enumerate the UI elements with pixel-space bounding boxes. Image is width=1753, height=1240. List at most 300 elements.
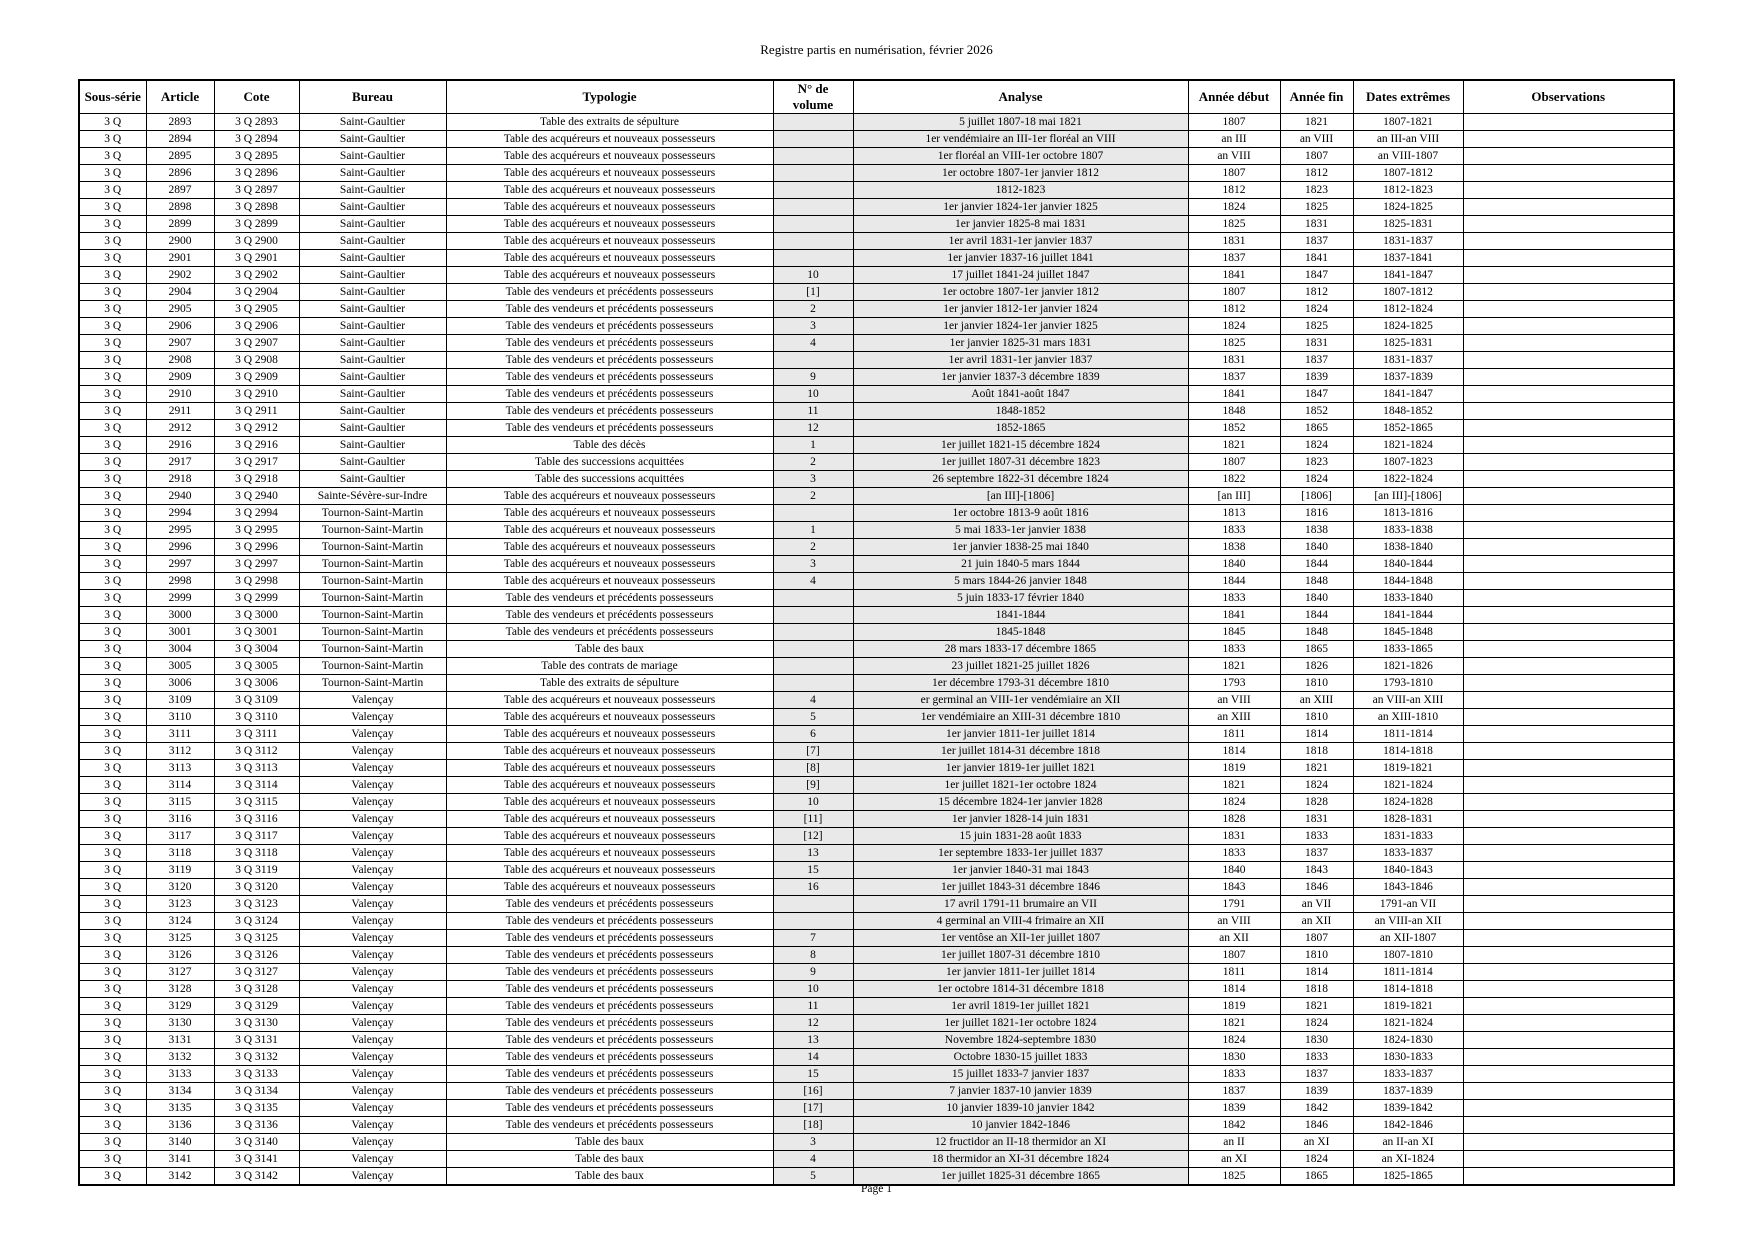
cell-dates_extremes: 1814-1818 <box>1353 981 1463 998</box>
cell-volume: 10 <box>773 267 853 284</box>
cell-volume <box>773 165 853 182</box>
cell-article: 3110 <box>146 709 214 726</box>
cell-bureau: Saint-Gaultier <box>299 437 446 454</box>
cell-typologie: Table des vendeurs et précédents possesseurs <box>446 947 773 964</box>
cell-typologie: Table des baux <box>446 1151 773 1168</box>
cell-cote: 3 Q 3116 <box>214 811 299 828</box>
cell-analyse: 15 décembre 1824-1er janvier 1828 <box>853 794 1188 811</box>
cell-annee_debut: 1791 <box>1188 896 1280 913</box>
cell-annee_fin: 1824 <box>1280 301 1353 318</box>
cell-dates_extremes: 1841-1847 <box>1353 267 1463 284</box>
cell-cote: 3 Q 2893 <box>214 114 299 131</box>
col-header-cote: Cote <box>214 80 299 114</box>
cell-analyse: 1er avril 1831-1er janvier 1837 <box>853 352 1188 369</box>
cell-cote: 3 Q 2904 <box>214 284 299 301</box>
cell-bureau: Saint-Gaultier <box>299 318 446 335</box>
table-row <box>79 658 1674 675</box>
cell-sous_serie: 3 Q <box>79 692 146 709</box>
cell-observations <box>1463 335 1674 352</box>
cell-analyse: 1er janvier 1837-16 juillet 1841 <box>853 250 1188 267</box>
cell-bureau: Valençay <box>299 1015 446 1032</box>
cell-annee_fin: 1824 <box>1280 1015 1353 1032</box>
cell-bureau: Valençay <box>299 1117 446 1134</box>
cell-article: 3112 <box>146 743 214 760</box>
cell-article: 3125 <box>146 930 214 947</box>
table-row <box>79 505 1674 522</box>
cell-volume: 3 <box>773 556 853 573</box>
cell-dates_extremes: an XII-1807 <box>1353 930 1463 947</box>
cell-typologie: Table des vendeurs et précédents possesseurs <box>446 624 773 641</box>
cell-cote: 3 Q 3118 <box>214 845 299 862</box>
cell-article: 3132 <box>146 1049 214 1066</box>
cell-bureau: Saint-Gaultier <box>299 301 446 318</box>
cell-cote: 3 Q 3134 <box>214 1083 299 1100</box>
cell-observations <box>1463 216 1674 233</box>
cell-dates_extremes: 1824-1825 <box>1353 199 1463 216</box>
cell-sous_serie: 3 Q <box>79 437 146 454</box>
cell-article: 2912 <box>146 420 214 437</box>
cell-cote: 3 Q 3128 <box>214 981 299 998</box>
cell-sous_serie: 3 Q <box>79 743 146 760</box>
cell-dates_extremes: 1838-1840 <box>1353 539 1463 556</box>
cell-dates_extremes: 1844-1848 <box>1353 573 1463 590</box>
cell-article: 2909 <box>146 369 214 386</box>
cell-analyse: 1er ventôse an XII-1er juillet 1807 <box>853 930 1188 947</box>
cell-observations <box>1463 1100 1674 1117</box>
cell-bureau: Valençay <box>299 998 446 1015</box>
cell-bureau: Valençay <box>299 1066 446 1083</box>
cell-dates_extremes: 1821-1826 <box>1353 658 1463 675</box>
cell-analyse: 1er vendémiaire an XIII-31 décembre 1810 <box>853 709 1188 726</box>
cell-annee_debut: an III <box>1188 131 1280 148</box>
cell-sous_serie: 3 Q <box>79 556 146 573</box>
cell-volume: 3 <box>773 318 853 335</box>
cell-typologie: Table des acquéreurs et nouveaux possesseurs <box>446 165 773 182</box>
cell-volume <box>773 590 853 607</box>
cell-annee_fin: 1825 <box>1280 199 1353 216</box>
cell-annee_fin: 1812 <box>1280 165 1353 182</box>
cell-article: 3109 <box>146 692 214 709</box>
cell-bureau: Valençay <box>299 981 446 998</box>
cell-dates_extremes: 1839-1842 <box>1353 1100 1463 1117</box>
cell-typologie: Table des acquéreurs et nouveaux possesseurs <box>446 794 773 811</box>
table-row <box>79 1151 1674 1168</box>
cell-annee_fin: 1826 <box>1280 658 1353 675</box>
cell-cote: 3 Q 3141 <box>214 1151 299 1168</box>
cell-observations <box>1463 199 1674 216</box>
cell-article: 2894 <box>146 131 214 148</box>
cell-observations <box>1463 845 1674 862</box>
cell-volume <box>773 658 853 675</box>
cell-cote: 3 Q 2896 <box>214 165 299 182</box>
cell-analyse: 5 juillet 1807-18 mai 1821 <box>853 114 1188 131</box>
table-body <box>79 114 1674 1186</box>
table-row <box>79 539 1674 556</box>
document-title: Registre partis en numérisation, février 2026 <box>760 42 993 57</box>
cell-article: 2902 <box>146 267 214 284</box>
cell-observations <box>1463 794 1674 811</box>
cell-bureau: Saint-Gaultier <box>299 420 446 437</box>
cell-typologie: Table des acquéreurs et nouveaux possesseurs <box>446 216 773 233</box>
cell-bureau: Tournon-Saint-Martin <box>299 624 446 641</box>
cell-bureau: Tournon-Saint-Martin <box>299 573 446 590</box>
cell-bureau: Tournon-Saint-Martin <box>299 641 446 658</box>
cell-analyse: 1er juillet 1821-15 décembre 1824 <box>853 437 1188 454</box>
cell-annee_fin: 1852 <box>1280 403 1353 420</box>
cell-annee_debut: 1814 <box>1188 743 1280 760</box>
cell-analyse: 17 juillet 1841-24 juillet 1847 <box>853 267 1188 284</box>
table-row <box>79 828 1674 845</box>
table-row <box>79 114 1674 131</box>
table-row <box>79 862 1674 879</box>
cell-annee_fin: an VIII <box>1280 131 1353 148</box>
table-row <box>79 471 1674 488</box>
cell-sous_serie: 3 Q <box>79 420 146 437</box>
cell-annee_fin: 1810 <box>1280 947 1353 964</box>
cell-annee_fin: 1828 <box>1280 794 1353 811</box>
cell-annee_debut: 1813 <box>1188 505 1280 522</box>
cell-annee_fin: 1821 <box>1280 760 1353 777</box>
cell-observations <box>1463 114 1674 131</box>
cell-cote: 3 Q 2995 <box>214 522 299 539</box>
cell-cote: 3 Q 2906 <box>214 318 299 335</box>
cell-observations <box>1463 1049 1674 1066</box>
cell-analyse: 21 juin 1840-5 mars 1844 <box>853 556 1188 573</box>
cell-article: 2917 <box>146 454 214 471</box>
table-row <box>79 624 1674 641</box>
cell-observations <box>1463 896 1674 913</box>
cell-article: 2908 <box>146 352 214 369</box>
cell-cote: 3 Q 2999 <box>214 590 299 607</box>
cell-dates_extremes: 1822-1824 <box>1353 471 1463 488</box>
header-row <box>79 80 1674 114</box>
cell-sous_serie: 3 Q <box>79 947 146 964</box>
cell-volume: 2 <box>773 539 853 556</box>
cell-observations <box>1463 709 1674 726</box>
cell-annee_debut: 1831 <box>1188 828 1280 845</box>
cell-dates_extremes: 1811-1814 <box>1353 964 1463 981</box>
cell-annee_debut: 1824 <box>1188 318 1280 335</box>
cell-bureau: Saint-Gaultier <box>299 233 446 250</box>
cell-analyse: 17 avril 1791-11 brumaire an VII <box>853 896 1188 913</box>
cell-sous_serie: 3 Q <box>79 403 146 420</box>
cell-analyse: 1er janvier 1824-1er janvier 1825 <box>853 199 1188 216</box>
cell-dates_extremes: 1833-1837 <box>1353 1066 1463 1083</box>
cell-sous_serie: 3 Q <box>79 726 146 743</box>
cell-annee_debut: an VIII <box>1188 148 1280 165</box>
cell-volume: 3 <box>773 1134 853 1151</box>
table-row <box>79 233 1674 250</box>
cell-observations <box>1463 1032 1674 1049</box>
cell-cote: 3 Q 2894 <box>214 131 299 148</box>
cell-annee_debut: 1837 <box>1188 369 1280 386</box>
cell-bureau: Valençay <box>299 794 446 811</box>
cell-bureau: Tournon-Saint-Martin <box>299 607 446 624</box>
table-row <box>79 488 1674 505</box>
cell-annee_fin: 1814 <box>1280 964 1353 981</box>
table-row <box>79 437 1674 454</box>
cell-typologie: Table des acquéreurs et nouveaux possesseurs <box>446 488 773 505</box>
cell-article: 3118 <box>146 845 214 862</box>
table-row <box>79 267 1674 284</box>
cell-sous_serie: 3 Q <box>79 998 146 1015</box>
cell-annee_fin: 1842 <box>1280 1100 1353 1117</box>
cell-cote: 3 Q 3113 <box>214 760 299 777</box>
cell-dates_extremes: an VIII-1807 <box>1353 148 1463 165</box>
cell-typologie: Table des vendeurs et précédents possesseurs <box>446 352 773 369</box>
cell-observations <box>1463 250 1674 267</box>
cell-volume: [11] <box>773 811 853 828</box>
cell-article: 2995 <box>146 522 214 539</box>
cell-annee_fin: 1848 <box>1280 624 1353 641</box>
cell-analyse: 1848-1852 <box>853 403 1188 420</box>
cell-analyse: 1er janvier 1811-1er juillet 1814 <box>853 726 1188 743</box>
cell-analyse: Août 1841-août 1847 <box>853 386 1188 403</box>
cell-annee_debut: 1825 <box>1188 216 1280 233</box>
cell-volume <box>773 182 853 199</box>
cell-article: 2906 <box>146 318 214 335</box>
cell-sous_serie: 3 Q <box>79 1100 146 1117</box>
cell-analyse: Octobre 1830-15 juillet 1833 <box>853 1049 1188 1066</box>
cell-typologie: Table des acquéreurs et nouveaux possesseurs <box>446 845 773 862</box>
cell-bureau: Tournon-Saint-Martin <box>299 505 446 522</box>
cell-annee_debut: 1807 <box>1188 114 1280 131</box>
cell-typologie: Table des acquéreurs et nouveaux possesseurs <box>446 505 773 522</box>
cell-annee_fin: 1814 <box>1280 726 1353 743</box>
cell-bureau: Saint-Gaultier <box>299 114 446 131</box>
cell-analyse: 23 juillet 1821-25 juillet 1826 <box>853 658 1188 675</box>
cell-cote: 3 Q 3005 <box>214 658 299 675</box>
cell-typologie: Table des successions acquittées <box>446 454 773 471</box>
register-table <box>78 79 1675 1186</box>
cell-volume <box>773 607 853 624</box>
cell-bureau: Valençay <box>299 777 446 794</box>
cell-observations <box>1463 267 1674 284</box>
cell-article: 2895 <box>146 148 214 165</box>
cell-analyse: 1er décembre 1793-31 décembre 1810 <box>853 675 1188 692</box>
cell-typologie: Table des vendeurs et précédents possesseurs <box>446 1049 773 1066</box>
cell-typologie: Table des vendeurs et précédents possesseurs <box>446 1100 773 1117</box>
cell-annee_fin: 1831 <box>1280 335 1353 352</box>
col-header-article: Article <box>146 80 214 114</box>
cell-bureau: Valençay <box>299 1168 446 1186</box>
cell-observations <box>1463 488 1674 505</box>
cell-cote: 3 Q 3142 <box>214 1168 299 1186</box>
cell-annee_debut: an XIII <box>1188 709 1280 726</box>
cell-annee_debut: 1842 <box>1188 1117 1280 1134</box>
cell-sous_serie: 3 Q <box>79 267 146 284</box>
table-row <box>79 131 1674 148</box>
cell-analyse: 15 juin 1831-28 août 1833 <box>853 828 1188 845</box>
cell-analyse: 26 septembre 1822-31 décembre 1824 <box>853 471 1188 488</box>
cell-annee_fin: 1823 <box>1280 454 1353 471</box>
cell-observations <box>1463 233 1674 250</box>
cell-annee_fin: 1831 <box>1280 216 1353 233</box>
cell-dates_extremes: an VIII-an XII <box>1353 913 1463 930</box>
cell-article: 3115 <box>146 794 214 811</box>
cell-volume <box>773 352 853 369</box>
cell-article: 2900 <box>146 233 214 250</box>
cell-article: 3128 <box>146 981 214 998</box>
table-row <box>79 1049 1674 1066</box>
cell-annee_debut: 1807 <box>1188 947 1280 964</box>
col-header-annee-fin: Année fin <box>1280 80 1353 114</box>
table-row <box>79 1100 1674 1117</box>
cell-annee_debut: 1807 <box>1188 284 1280 301</box>
cell-analyse: 7 janvier 1837-10 janvier 1839 <box>853 1083 1188 1100</box>
cell-typologie: Table des acquéreurs et nouveaux possesseurs <box>446 199 773 216</box>
cell-observations <box>1463 131 1674 148</box>
table-row <box>79 675 1674 692</box>
cell-annee_fin: 1865 <box>1280 641 1353 658</box>
cell-annee_debut: 1822 <box>1188 471 1280 488</box>
cell-annee_debut: 1833 <box>1188 522 1280 539</box>
cell-typologie: Table des vendeurs et précédents possesseurs <box>446 318 773 335</box>
table-row <box>79 199 1674 216</box>
cell-annee_fin: 1847 <box>1280 267 1353 284</box>
cell-sous_serie: 3 Q <box>79 896 146 913</box>
cell-dates_extremes: 1821-1824 <box>1353 777 1463 794</box>
cell-sous_serie: 3 Q <box>79 658 146 675</box>
cell-sous_serie: 3 Q <box>79 1117 146 1134</box>
cell-dates_extremes: 1825-1865 <box>1353 1168 1463 1186</box>
cell-annee_debut: 1807 <box>1188 165 1280 182</box>
cell-typologie: Table des acquéreurs et nouveaux possesseurs <box>446 709 773 726</box>
cell-article: 2910 <box>146 386 214 403</box>
cell-observations <box>1463 539 1674 556</box>
cell-bureau: Sainte-Sévère-sur-Indre <box>299 488 446 505</box>
cell-article: 2911 <box>146 403 214 420</box>
table-row <box>79 1134 1674 1151</box>
cell-annee_debut: 1837 <box>1188 250 1280 267</box>
cell-bureau: Saint-Gaultier <box>299 131 446 148</box>
cell-sous_serie: 3 Q <box>79 607 146 624</box>
cell-typologie: Table des vendeurs et précédents possesseurs <box>446 590 773 607</box>
cell-cote: 3 Q 3111 <box>214 726 299 743</box>
cell-cote: 3 Q 3110 <box>214 709 299 726</box>
cell-sous_serie: 3 Q <box>79 1083 146 1100</box>
cell-annee_debut: 1840 <box>1188 556 1280 573</box>
cell-article: 2899 <box>146 216 214 233</box>
cell-observations <box>1463 675 1674 692</box>
cell-dates_extremes: 1811-1814 <box>1353 726 1463 743</box>
cell-annee_fin: 1847 <box>1280 386 1353 403</box>
cell-sous_serie: 3 Q <box>79 862 146 879</box>
cell-observations <box>1463 607 1674 624</box>
cell-article: 3005 <box>146 658 214 675</box>
cell-sous_serie: 3 Q <box>79 777 146 794</box>
table-row <box>79 743 1674 760</box>
cell-sous_serie: 3 Q <box>79 301 146 318</box>
cell-annee_debut: 1824 <box>1188 199 1280 216</box>
cell-volume: 5 <box>773 1168 853 1186</box>
cell-bureau: Saint-Gaultier <box>299 471 446 488</box>
cell-article: 2904 <box>146 284 214 301</box>
cell-analyse: 1er juillet 1814-31 décembre 1818 <box>853 743 1188 760</box>
cell-dates_extremes: 1831-1833 <box>1353 828 1463 845</box>
cell-sous_serie: 3 Q <box>79 182 146 199</box>
cell-analyse: 1er vendémiaire an III-1er floréal an VIII <box>853 131 1188 148</box>
cell-observations <box>1463 1117 1674 1134</box>
cell-typologie: Table des acquéreurs et nouveaux possesseurs <box>446 862 773 879</box>
cell-article: 3136 <box>146 1117 214 1134</box>
cell-dates_extremes: 1812-1824 <box>1353 301 1463 318</box>
cell-typologie: Table des vendeurs et précédents possesseurs <box>446 964 773 981</box>
cell-typologie: Table des vendeurs et précédents possesseurs <box>446 420 773 437</box>
cell-annee_fin: 1833 <box>1280 1049 1353 1066</box>
cell-typologie: Table des acquéreurs et nouveaux possesseurs <box>446 777 773 794</box>
cell-observations <box>1463 454 1674 471</box>
cell-dates_extremes: 1825-1831 <box>1353 335 1463 352</box>
cell-typologie: Table des acquéreurs et nouveaux possesseurs <box>446 182 773 199</box>
cell-annee_debut: 1819 <box>1188 998 1280 1015</box>
cell-bureau: Valençay <box>299 1032 446 1049</box>
cell-volume: 8 <box>773 947 853 964</box>
col-header-sous-serie: Sous-série <box>79 80 146 114</box>
cell-volume: [1] <box>773 284 853 301</box>
cell-cote: 3 Q 3140 <box>214 1134 299 1151</box>
cell-volume <box>773 199 853 216</box>
cell-analyse: 1er janvier 1825-8 mai 1831 <box>853 216 1188 233</box>
cell-observations <box>1463 998 1674 1015</box>
cell-bureau: Tournon-Saint-Martin <box>299 675 446 692</box>
cell-typologie: Table des baux <box>446 1168 773 1186</box>
cell-bureau: Saint-Gaultier <box>299 403 446 420</box>
cell-annee_debut: 1821 <box>1188 658 1280 675</box>
cell-typologie: Table des vendeurs et précédents possesseurs <box>446 913 773 930</box>
cell-volume: [9] <box>773 777 853 794</box>
cell-article: 2901 <box>146 250 214 267</box>
cell-analyse: 1er juillet 1807-31 décembre 1823 <box>853 454 1188 471</box>
cell-observations <box>1463 505 1674 522</box>
cell-volume <box>773 913 853 930</box>
cell-observations <box>1463 590 1674 607</box>
cell-annee_fin: 1843 <box>1280 862 1353 879</box>
cell-sous_serie: 3 Q <box>79 352 146 369</box>
cell-typologie: Table des vendeurs et précédents possesseurs <box>446 284 773 301</box>
cell-observations <box>1463 624 1674 641</box>
cell-annee_debut: an II <box>1188 1134 1280 1151</box>
cell-observations <box>1463 284 1674 301</box>
cell-analyse: 1er avril 1831-1er janvier 1837 <box>853 233 1188 250</box>
cell-annee_debut: 1821 <box>1188 437 1280 454</box>
col-header-typologie: Typologie <box>446 80 773 114</box>
cell-annee_fin: an XIII <box>1280 692 1353 709</box>
cell-dates_extremes: 1819-1821 <box>1353 998 1463 1015</box>
table-row <box>79 794 1674 811</box>
cell-sous_serie: 3 Q <box>79 216 146 233</box>
cell-volume: 14 <box>773 1049 853 1066</box>
table-row <box>79 726 1674 743</box>
cell-observations <box>1463 556 1674 573</box>
cell-analyse: 1er juillet 1821-1er octobre 1824 <box>853 777 1188 794</box>
cell-observations <box>1463 471 1674 488</box>
cell-dates_extremes: 1840-1844 <box>1353 556 1463 573</box>
cell-typologie: Table des acquéreurs et nouveaux possesseurs <box>446 743 773 760</box>
cell-typologie: Table des acquéreurs et nouveaux possesseurs <box>446 522 773 539</box>
cell-volume: 5 <box>773 709 853 726</box>
cell-observations <box>1463 182 1674 199</box>
cell-cote: 3 Q 3114 <box>214 777 299 794</box>
cell-dates_extremes: 1807-1812 <box>1353 284 1463 301</box>
cell-volume: 4 <box>773 573 853 590</box>
cell-cote: 3 Q 2918 <box>214 471 299 488</box>
cell-bureau: Valençay <box>299 828 446 845</box>
cell-annee_debut: an XII <box>1188 930 1280 947</box>
cell-annee_fin: 1865 <box>1280 1168 1353 1186</box>
cell-cote: 3 Q 2910 <box>214 386 299 403</box>
cell-bureau: Saint-Gaultier <box>299 352 446 369</box>
